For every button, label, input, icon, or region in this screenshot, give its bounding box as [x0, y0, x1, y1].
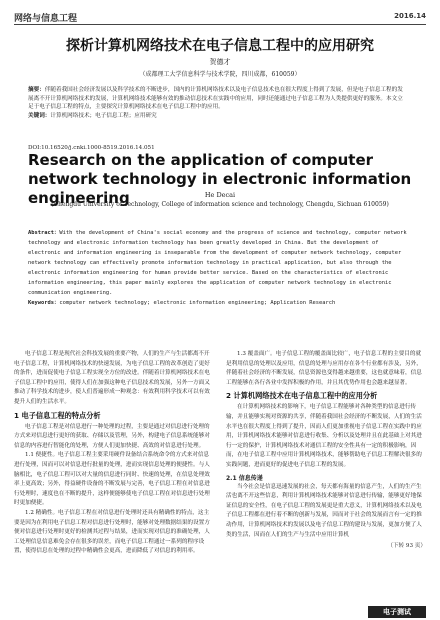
- section-heading-1: 1 电子信息工程的特点分析: [14, 410, 101, 420]
- issue-number: 2016.14: [394, 12, 426, 20]
- paragraph: 1.3 覆盖面广。电子信息工程的覆盖面比较广，电子信息工程的主要目的就是利用信息的处理以及应用，信息的处理与应用存在各个行业都有涉及，另外，伴随着社会经济的不断发展，信息资源也变得越来越重要，这也就意味着，信息工程能够在各行各业中发挥积极的作用，并且其优势作用也会越来越显著。: [226, 351, 422, 386]
- header-rule: [14, 24, 426, 25]
- paragraph: 1.1 便捷性。电子信息工程主要采用硬件设备结合系统命令的方式来对信息进行处理，因而可以对信息进行批量的处理，进而实现信息处理的便捷性。与人脑相比，电子信息工程可以对大量的信息进行同时、快速的处理，在信息处理效率上更高效；另外，得益硬件设备的不断发展与完善，电子信息工程在对信息进行处理时，速度也在不断的提升，这样便能够使电子信息工程在对信息进行处理时更加便捷。: [14, 452, 210, 507]
- continued-note: （下转 93 页）: [387, 543, 426, 550]
- title-english: Research on the application of computer network technology in electronic information engineering: [28, 151, 412, 207]
- journal-header: [14, 10, 426, 24]
- abstract-chinese: [28, 86, 404, 120]
- keywords-label: 关键词：: [28, 112, 51, 119]
- author-chinese: 贺德才: [209, 58, 231, 66]
- doi: DOI:10.16520/j.cnki.1000-8519.2016.14.051: [28, 145, 155, 151]
- subsection-heading-2-1: 2.1 信息传递: [226, 474, 263, 482]
- keywords-en-label: Keywords：: [28, 300, 60, 306]
- abstract-en-label: Abstract：: [28, 230, 60, 236]
- keywords-en-text: computer network technology; electronic information engineering; Application Research: [59, 300, 336, 306]
- paragraph: 电子信息工程是现代社会科技发展的重要产物，人们的生产与生活都离不开电子信息工程，计算机网络技术的快速发展，为电子信息工程的改革创造了更好的条件，进而促使电子信息工程实现全方位的改进。伴随着计算机网络技术在电子信息工程中的应用，使得人们在加强这种电子信息技术的发展，另外一方面又推动了科学技术的进步，使人们普遍形成一种观念：有效利用科学技术可以有效提升人们的生活水平。: [14, 351, 210, 405]
- journal-logo: 电子测试: [368, 606, 426, 618]
- keywords-text: 计算机网络技术；电子信息工程；应用研究: [50, 112, 157, 119]
- affiliation-chinese: （成都理工大学信息科学与技术学院，四川成都，610059）: [139, 71, 301, 78]
- body-right-column: [226, 350, 426, 552]
- paragraph: 当今社会是信息迅速发展的社会，每天都有海量的信息产生，人们的生产生活也离不开这些信息，利用计算机网络技术能够对信息进行传输，能够更好地保证信息的安全性，在电子信息工程的发展更是重大意义，计算机网络技术以及电子信息工程都在进行着不断的创新与发展，因而对于社会的发展而言有一定的推动作用，计算机网络技术的发展以及电子信息工程的建设与发展，更加方便了人类的生活，因而在人们的生产与生活中应用计算机: [226, 483, 422, 538]
- body-left-column: [14, 350, 214, 557]
- paragraph: 1.2 精确性。电子信息工程在对信息进行处理时还具有精确性的特点，这主要是因为在利用电子信息工程对信息进行处理时，能够对处理数据结果的设置方便对信息进行处理时更好的检测其过程与结果，进而实现对信息的准确处理，人工处理信息信息难免会存在很多的误差，而电子信息工程通过一系列的程序设置，使得信息在处理的过程中精确性会更高，进而降低了对信息的利用率。: [14, 509, 210, 555]
- paragraph: 电子信息工程是对信息进行一种处理的过程，主要是通过对信息进行处理的方式来对信息进行更好的获取、存储以及管理，另外，构建电子信息系统能够对信息的内容进行智能化的处理，方便人们更加快捷、高效的对信息进行处理。: [14, 423, 210, 449]
- abstract-label: 摘要：: [28, 87, 45, 93]
- affiliation-english: (Chengdu University of Technology, College of information science and technology, Chengdu, Sichuan 610059): [51, 201, 389, 208]
- author-english: He Decai: [204, 191, 236, 199]
- journal-name: 网络与信息工程: [14, 14, 78, 24]
- title-chinese: 探析计算机网络技术在电子信息工程中的应用研究: [66, 38, 374, 54]
- abstract-english: [28, 228, 408, 308]
- section-heading-2: 2 计算机网络技术在电子信息工程中的应用分析: [226, 391, 378, 401]
- abstract-en-text: With the development of China's social economy and the progress of science and technology, computer network technology and electronic information technology has been greatly developed in China. But the development of electronic and information engineering is inseparable from the development of computer network technology, computer network technology can effectively promote information technology in practical application, but also through the electronic information engineering for human provide better service. Based on the characteristics of electronic information engineering, this paper mainly explores the application of computer network technology in electronic communication engineering.: [28, 230, 407, 296]
- abstract-text: 伴随着我国社会经济发展以及科学技术的不断进步，国内的计算机网络技术以及电子信息技术也在很大程度上得到了发展，但是电子信息工程的发展离不开计算机网络技术的发展，计算机网络技术能够有效的推动信息技术在实践中的应用，同时还能通过电子信息工程为人类提供更好的服务。本文立足于电子信息工程的特点，主要探究计算机网络技术在电子信息工程中的应用。: [28, 87, 403, 111]
- paragraph: 在计算机网络技术的影响下，电子信息工程能够对各种类型的信息进行传输，并且能够实现对资源的共享，伴随着我国社会经济的不断发展，人们的生活水平也在很大程度上得到了提升，因而人们更加重视电子信息工程在实践中的应用，计算机网络技术能够对信息进行收集、分析以及处理并且在此基础上对其进行一定的保护，计算机网络技术对通信工程的安全性具有一定的积极影响，因而，在电子信息工程中应用计算机网络技术，能够帮助电子信息工程解决很多的实践问题，进而更好的促进电子信息工程的发展。: [226, 404, 422, 468]
